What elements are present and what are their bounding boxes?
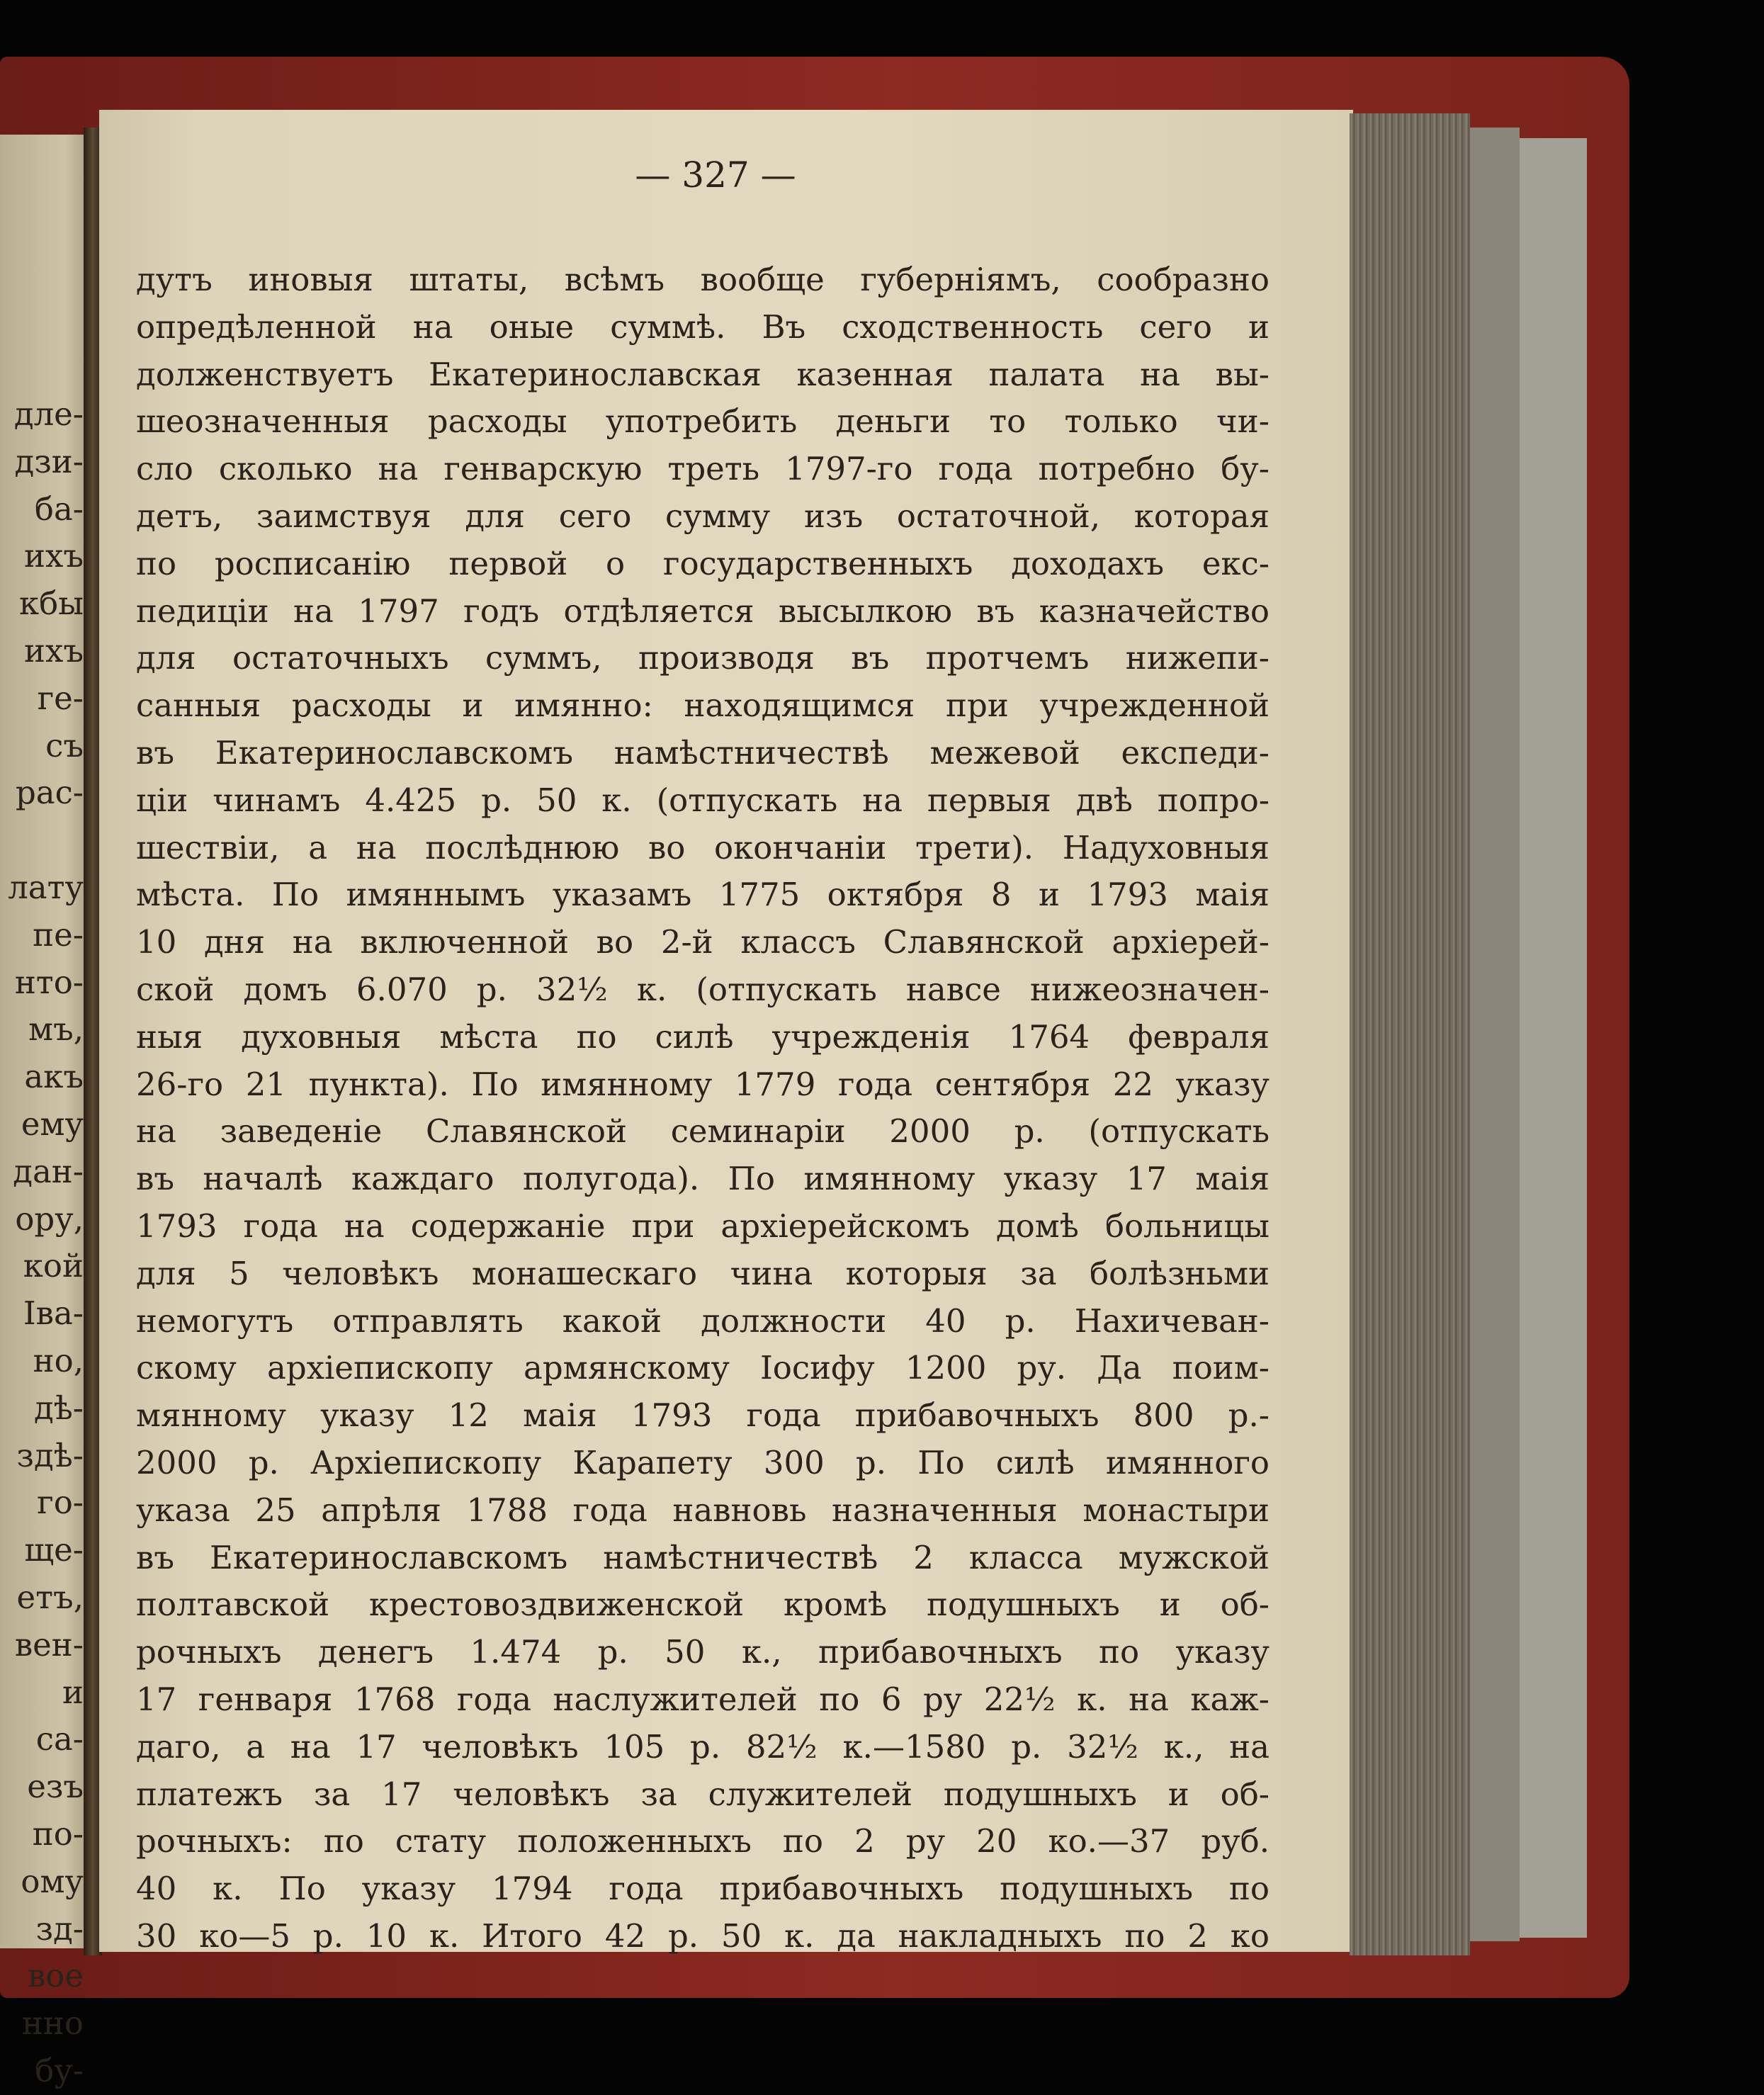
left-page-fragment [0,817,84,864]
text-line: въ Екатеринославскомъ намѣстничествѣ межевой експеди- [136,733,1270,772]
left-page-fragment: съ [45,726,84,764]
page-edges-outer [1520,138,1587,1938]
text-line: по росписанію первой о государственныхъ доходахъ екс- [136,544,1270,582]
left-page-fragment: ге- [37,679,84,717]
left-page-fragment: ихъ [23,537,84,575]
text-line: дутъ иновыя штаты, всѣмъ вообще губерніямъ, сообразно [136,261,1270,298]
left-page-fragment: вое [27,1957,84,1995]
left-page-fragment: вен- [14,1625,84,1664]
text-line: для остаточныхъ суммъ, производя въ протчемъ нижепи- [136,639,1270,677]
left-page-fragment: го- [37,1484,84,1522]
page-text [136,256,1270,1960]
text-line: 30 ко—5 р. 10 к. Итого 42 р. 50 к. да накладныхъ по 2 ко [136,1916,1270,1955]
text-line: платежъ за 17 человѣкъ за служителей подушныхъ и об- [136,1775,1270,1813]
left-page-fragment: рас- [15,774,84,812]
left-page-fragment: ору, [15,1199,84,1238]
text-line: 1793 года на содержаніе при архіерейскомъ домѣ больницы [136,1207,1270,1245]
text-line: опредѣленной на оные суммѣ. Въ сходственность сего и [136,307,1270,346]
left-page-fragment: кбы [18,585,84,623]
text-line: въ началѣ каждаго полугода). По имянному указу 17 маія [136,1160,1270,1198]
left-page-fragment: но, [33,1341,84,1379]
text-line: шеозначенныя расходы употребить деньги то только чи- [136,402,1270,441]
text-line: мѣста. По имяннымъ указамъ 1775 октября 8 и 1793 маія [136,876,1270,914]
left-page-fragment: по- [32,1814,84,1853]
left-page-fragment: са- [35,1720,84,1758]
page-edges [1350,113,1470,1955]
text-line: ціи чинамъ 4.425 р. 50 к. (отпускать на первыя двѣ попро- [136,781,1270,819]
left-page-fragment: пе- [33,915,84,954]
text-line: въ Екатеринославскомъ намѣстничествѣ 2 класса мужской [136,1538,1270,1576]
text-line: ныя духовныя мѣста по силѣ учрежденія 1764 февраля [136,1017,1270,1056]
left-page-fragment: нно [21,2004,84,2043]
left-page-fragment: нто- [14,963,84,1001]
left-page-fragment: дзи- [14,442,84,480]
text-line: детъ, заимствуя для сего сумму изъ остаточной, которая [136,497,1270,535]
left-page-fragment: здѣ- [16,1436,84,1474]
left-page-fragment: ему [21,1105,84,1143]
text-line: 40 к. По указу 1794 года прибавочныхъ подушныхъ по [136,1870,1270,1908]
left-page-text [0,391,84,2095]
text-line: долженствуетъ Екатеринославская казенная палата на вы- [136,355,1270,393]
left-page-fragment: ще- [24,1531,84,1569]
left-page-fragment: зд- [35,1909,84,1948]
text-line: санныя расходы и имянно: находящимся при учрежденной [136,687,1270,725]
text-line: на заведеніе Славянской семинаріи 2000 р. (отпускать [136,1112,1270,1151]
left-page-fragment: акъ [24,1058,84,1096]
text-line: 26-го 21 пункта). По имянному 1779 года сентября 22 указу [136,1065,1270,1103]
left-page-fragment: етъ, [16,1578,84,1616]
text-line: шествіи, а на послѣднюю во окончаніи трети). Надуховныя [136,828,1270,866]
left-page-fragment: ихъ [23,631,84,670]
text-line: 2000 р. Архіепископу Карапету 300 р. По силѣ имянного [136,1443,1270,1481]
left-page-fragment: и [62,1673,84,1711]
left-page-fragment: ба- [34,490,84,528]
left-page-fragment: езъ [27,1768,84,1806]
text-line: ской домъ 6.070 р. 32½ к. (отпускать навсе нижеозначен- [136,970,1270,1008]
left-page-fragment: мъ, [28,1010,84,1049]
text-line: 17 генваря 1768 года наслужителей по 6 ру 22½ к. на каж- [136,1680,1270,1718]
text-line: полтавской крестовоздвиженской кромѣ подушныхъ и об- [136,1586,1270,1624]
left-page-fragment: ому [21,1862,84,1900]
left-page-fragment: бу- [35,2051,84,2089]
text-line: мянному указу 12 маія 1793 года прибавочныхъ 800 р.- [136,1396,1270,1435]
text-line: даго, а на 17 человѣкъ 105 р. 82½ к.—1580 р. 32½ к., на [136,1727,1270,1766]
left-page-fragment: лату [8,868,84,906]
text-line: сло сколько на генварскую треть 1797-го года потребно бу- [136,450,1270,488]
text-line: рочныхъ: по стату положенныхъ по 2 ру 20 ко.—37 руб. [136,1822,1270,1860]
text-line: 10 дня на включенной во 2-й классъ Славянской архіерей- [136,923,1270,961]
page-edges-inner [1470,128,1520,1941]
text-line: для 5 человѣкъ монашескаго чина которыя за болѣзньми [136,1254,1270,1292]
text-line: немогутъ отправлять какой должности 40 р. Нахичеван- [136,1301,1270,1340]
left-page-fragment: дле- [13,395,84,433]
left-page-fragment: дѣ- [33,1389,84,1427]
text-line: скому архіепископу армянскому Іосифу 1200 ру. Да поим- [136,1349,1270,1387]
text-line: педиціи на 1797 годъ отдѣляется высылкою въ казначейство [136,592,1270,630]
page-number: — 327 — [635,154,796,196]
text-line: рочныхъ денегъ 1.474 р. 50 к., прибавочныхъ по указу [136,1633,1270,1671]
left-page [0,135,92,2089]
left-page-fragment: дан- [13,1152,84,1190]
left-page-fragment: Іва- [23,1294,84,1333]
left-page-fragment: кой [23,1247,84,1285]
text-line: указа 25 апрѣля 1788 года навновь назначенныя монастыри [136,1491,1270,1529]
